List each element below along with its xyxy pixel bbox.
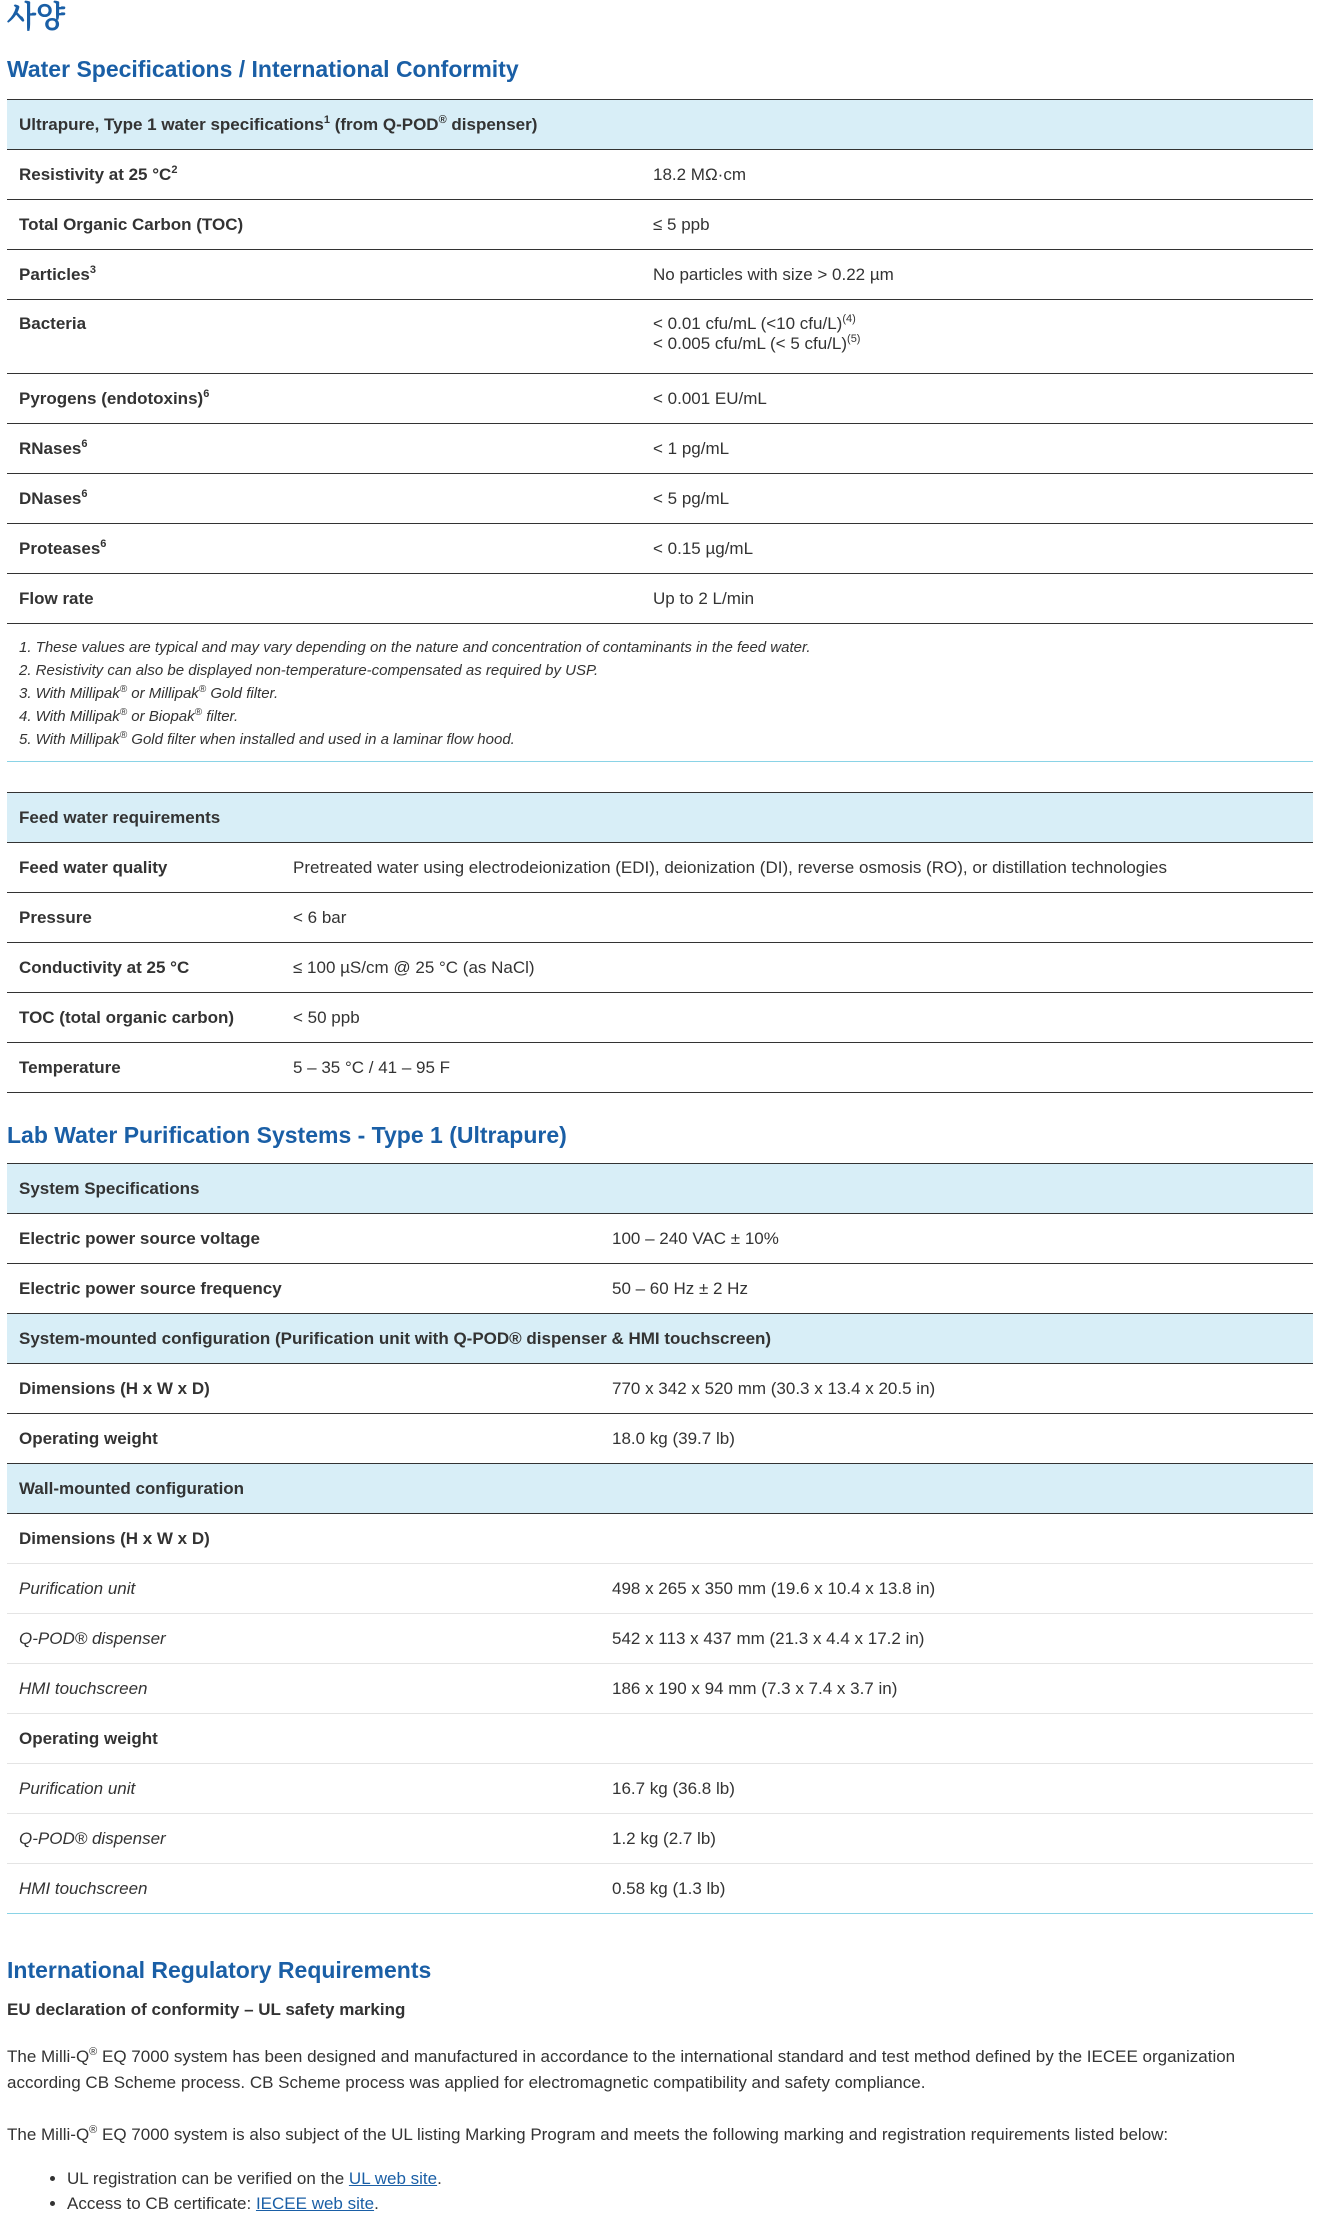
table-row (7, 1364, 1313, 1414)
spec-label: Total Organic Carbon (TOC) (7, 200, 641, 250)
spec-label: Purification unit (7, 1564, 600, 1614)
spec-label: Proteases$^6$ (7, 524, 641, 574)
ultrapure-header (7, 100, 1313, 150)
mounted-header: System-mounted configuration (Purification unit with Q-POD® dispenser & HMI touchscreen) (7, 1314, 1313, 1364)
ultrapure-header-text: Ultrapure, Type 1 water specifications (19, 114, 324, 134)
spec-value: 16.7 kg (36.8 lb) (600, 1764, 1313, 1814)
wall-header: Wall-mounted configuration (7, 1464, 1313, 1514)
table-row (7, 200, 1313, 250)
system-header: System Specifications (7, 1164, 1313, 1214)
lab-section-heading-wrap (7, 1093, 1313, 1163)
spacer (7, 762, 1313, 792)
spec-value: 1.2 kg (2.7 lb) (600, 1814, 1313, 1864)
spec-label: Electric power source frequency (7, 1264, 600, 1314)
spec-value: No particles with size > 0.22 µm (641, 250, 1313, 300)
ultrapure-header-row (7, 100, 1313, 150)
footnote: 1. These values are typical and may vary depending on the nature and concentration of contaminants in the feed water. (19, 639, 811, 656)
spec-value: ≤ 5 ppb (641, 200, 1313, 250)
spec-label: DNases$^6$ (7, 474, 641, 524)
spec-value: < 0.15 µg/mL (641, 524, 1313, 574)
table-row (7, 1564, 1313, 1614)
footnote: 2. Resistivity can also be displayed non-temperature-compensated as required by USP. (19, 662, 599, 679)
ultrapure-header-text: (from Q-POD (329, 114, 439, 134)
subgroup-label: Dimensions (H x W x D) (7, 1514, 1313, 1564)
system-header-row (7, 1164, 1313, 1214)
registered-mark: ® (438, 113, 447, 126)
spec-value: 186 x 190 x 94 mm (7.3 x 7.4 x 3.7 in) (600, 1664, 1313, 1714)
certification-list (7, 2166, 1313, 2216)
ultrapure-header-text: dispenser) (446, 114, 538, 134)
subgroup-label: Operating weight (7, 1714, 1313, 1764)
table-row (7, 1214, 1313, 1264)
spec-label: Electric power source voltage (7, 1214, 600, 1264)
table-row (7, 1664, 1313, 1714)
spec-label: Purification unit (7, 1764, 600, 1814)
spec-value: ≤ 100 µS/cm @ 25 °C (as NaCl) (281, 943, 1313, 993)
table-row (7, 1814, 1313, 1864)
eu-declaration-title: EU declaration of conformity – UL safety marking (7, 2000, 406, 2019)
feed-water-table (7, 792, 1313, 1093)
spec-label: HMI touchscreen (7, 1864, 600, 1914)
table-row (7, 300, 1313, 374)
spec-value: 770 x 342 x 520 mm (30.3 x 13.4 x 20.5 in) (600, 1364, 1313, 1414)
conformity-paragraph: The Milli-Q® EQ 7000 system has been designed and manufactured in accordance to the international standard and test method defined by the IECEE organization according CB Scheme process. CB Scheme process was applied for electromagnetic compatibility and safety compliance. (7, 2046, 1236, 2092)
feed-header-row (7, 793, 1313, 843)
table-row (7, 1764, 1313, 1814)
spec-label: Resistivity at 25 $^\circ C^2$ (7, 150, 641, 200)
spec-value: Up to 2 L/min (641, 574, 1313, 624)
wall-header-row (7, 1464, 1313, 1514)
list-item: • UL registration can be verified on the UL web site. (67, 2166, 1313, 2191)
system-spec-table (7, 1163, 1313, 1914)
spec-label: Pressure (7, 893, 281, 943)
spec-label: Conductivity at 25 °C (7, 943, 281, 993)
footnote: 3. With Millipak® or Millipak® Gold filter. (19, 684, 279, 702)
intl-section-title: International Regulatory Requirements (7, 1957, 432, 1983)
spec-label: Operating weight (7, 1414, 600, 1464)
table-row (7, 943, 1313, 993)
spec-label: TOC (total organic carbon) (7, 993, 281, 1043)
intl-section-heading-wrap (7, 1914, 1313, 1996)
spec-value: Pretreated water using electrodeionization (EDI), deionization (DI), reverse osmosis (RO), or distillation technologies (281, 843, 1313, 893)
spec-label: Temperature (7, 1043, 281, 1093)
table-row (7, 250, 1313, 300)
spec-label: RNases$^6$ (7, 424, 641, 474)
ul-paragraph: The Milli-Q® EQ 7000 system is also subject of the UL listing Marking Program and meets the following marking and registration requirements listed below: (7, 2124, 1169, 2144)
spec-value: 18.0 kg (39.7 lb) (600, 1414, 1313, 1464)
table-row (7, 1414, 1313, 1464)
table-row (7, 1264, 1313, 1314)
spec-value: < 0.001 EU/mL (641, 374, 1313, 424)
spec-value: 5 – 35 °C / 41 – 95 F (281, 1043, 1313, 1093)
lab-section-title: Lab Water Purification Systems - Type 1 (Ultrapure) (7, 1122, 567, 1148)
spec-label: Dimensions (H x W x D) (7, 1364, 600, 1414)
table-row (7, 993, 1313, 1043)
ultrapure-spec-table (7, 99, 1313, 624)
table-row (7, 1043, 1313, 1093)
iecee-web-site-link[interactable]: IECEE web site (255, 2194, 375, 2213)
ul-web-site-link[interactable]: UL web site (348, 2169, 438, 2188)
table-row (7, 1614, 1313, 1664)
spec-value: < 1 pg/mL (641, 424, 1313, 474)
table-row (7, 843, 1313, 893)
spec-value: < 0.01 cfu/mL (<10 cfu/L)$^{(4)}$ < 0.005 cfu/mL (< 5 cfu/L)$^{(5)}$ (641, 300, 1313, 374)
table-row (7, 374, 1313, 424)
spec-value: 100 – 240 VAC ± 10% (600, 1214, 1313, 1264)
table-row (7, 893, 1313, 943)
table-row (7, 474, 1313, 524)
spec-label: Flow rate (7, 574, 641, 624)
table-row (7, 1864, 1313, 1914)
list-item: • Access to CB certificate: IECEE web site. (67, 2191, 1313, 2216)
water-section-title: Water Specifications / International Conformity (7, 56, 519, 82)
spec-value: 498 x 265 x 350 mm (19.6 x 10.4 x 13.8 in) (600, 1564, 1313, 1614)
table-row (7, 1514, 1313, 1564)
spec-value: 18.2 MΩ·cm (641, 150, 1313, 200)
spec-label: Feed water quality (7, 843, 281, 893)
spec-value: 542 x 113 x 437 mm (21.3 x 4.4 x 17.2 in) (600, 1614, 1313, 1664)
spec-label: Particles$^3$ (7, 250, 641, 300)
spec-label: Bacteria (7, 300, 641, 374)
spec-label: Q-POD® dispenser (7, 1614, 600, 1664)
water-section-heading-wrap (7, 42, 1313, 99)
footnotes (7, 624, 1313, 762)
table-row (7, 150, 1313, 200)
spec-value: < 6 bar (281, 893, 1313, 943)
page-title: 사양 (7, 1, 65, 34)
spec-label: HMI touchscreen (7, 1664, 600, 1714)
mounted-header-row (7, 1314, 1313, 1364)
footnote-ref: 1 (323, 113, 330, 126)
table-row (7, 1714, 1313, 1764)
spec-value: 50 – 60 Hz ± 2 Hz (600, 1264, 1313, 1314)
spec-value: < 50 ppb (281, 993, 1313, 1043)
spec-label: Q-POD® dispenser (7, 1814, 600, 1864)
feed-header: Feed water requirements (7, 793, 1313, 843)
table-row (7, 524, 1313, 574)
footnote: 5. With Millipak® Gold filter when installed and used in a laminar flow hood. (19, 730, 515, 748)
spec-value: < 5 pg/mL (641, 474, 1313, 524)
table-row (7, 424, 1313, 474)
table-row (7, 574, 1313, 624)
spec-label: Pyrogens (endotoxins)$^6$ (7, 374, 641, 424)
spec-value: 0.58 kg (1.3 lb) (600, 1864, 1313, 1914)
footnote: 4. With Millipak® or Biopak® filter. (19, 707, 239, 725)
